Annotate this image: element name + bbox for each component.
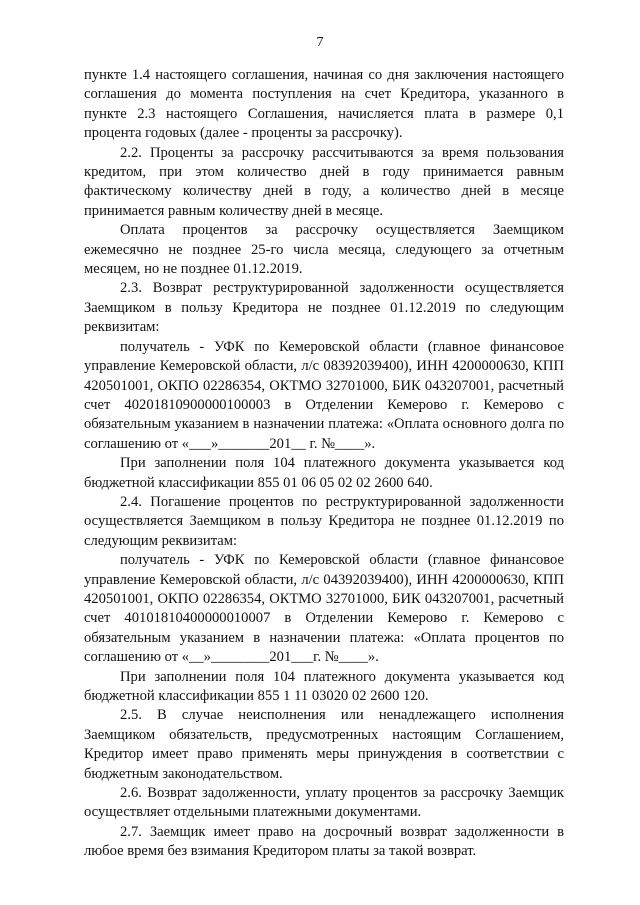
page-number: 7: [316, 35, 324, 50]
paragraph-2-6: 2.6. Возврат задолженности, уплату процентов за рассрочку Заемщик осуществляет отдельными платежными документами.: [84, 785, 564, 821]
paragraph-recipient-details-principal: получатель - УФК по Кемеровской области (главное финансовое управление Кемеровской области, л/с 08392039400), ИНН 4200000630, КПП 420501001, ОКПО 02286354, ОКТМО 32701000, БИК 043207001, расчетный счет 40201810900000100003 в Отделении Кемерово г. Кемерово с обязательным указанием в назначении платежа: «Оплата основного долга по соглашению от «___»_______201__ г. №____».: [84, 338, 564, 452]
paragraph-2-4: 2.4. Погашение процентов по реструктурированной задолженности осуществляется Заемщиком в пользу Кредитора не позднее 01.12.2019 по следующим реквизитам:: [84, 493, 564, 549]
document-body: [84, 66, 564, 862]
paragraph-payment-terms: Оплата процентов за рассрочку осуществляется Заемщиком ежемесячно не позднее 25-го числа месяца, следующего за отчетным месяцем, но не позднее 01.12.2019.: [84, 222, 564, 278]
paragraph-2-3: 2.3. Возврат реструктурированной задолженности осуществляется Заемщиком в пользу Кредитора не позднее 01.12.2019 по следующим реквизитам:: [84, 280, 564, 336]
paragraph-field-104-principal: При заполнении поля 104 платежного документа указывается код бюджетной классификации 855 01 06 05 02 02 2600 640.: [84, 455, 564, 491]
paragraph-recipient-details-interest: получатель - УФК по Кемеровской области (главное финансовое управление Кемеровской области, л/с 04392039400), ИНН 4200000630, КПП 420501001, ОКПО 02286354, ОКТМО 32701000, БИК 043207001, расчетный счет 40101810400000010007 в Отделении Кемерово г. Кемерово с обязательным указанием в назначении платежа: «Оплата процентов по соглашению от «__»________201___г. №____».: [84, 552, 564, 666]
paragraph-continuation: пункте 1.4 настоящего соглашения, начиная со дня заключения настоящего соглашения до момента поступления на счет Кредитора, указанного в пункте 2.3 настоящего Соглашения, начисляется плата в размере 0,1 процента годовых (далее - проценты за рассрочку).: [84, 67, 564, 142]
paragraph-2-5: 2.5. В случае неисполнения или ненадлежащего исполнения Заемщиком обязательств, предусмотренных настоящим Соглашением, Кредитор имеет право применять меры принуждения в соответствии с бюджетным законодательством.: [84, 707, 564, 782]
paragraph-2-2: 2.2. Проценты за рассрочку рассчитываются за время пользования кредитом, при этом количество дней в году принимается равным фактическому количеству дней в году, а количество дней в месяце принимается равным количеству дней в месяце.: [84, 144, 564, 219]
paragraph-2-7: 2.7. Заемщик имеет право на досрочный возврат задолженности в любое время без взимания Кредитором платы за такой возврат.: [84, 823, 564, 860]
paragraph-field-104-interest: При заполнении поля 104 платежного документа указывается код бюджетной классификации 855 1 11 03020 02 2600 120.: [84, 668, 564, 704]
